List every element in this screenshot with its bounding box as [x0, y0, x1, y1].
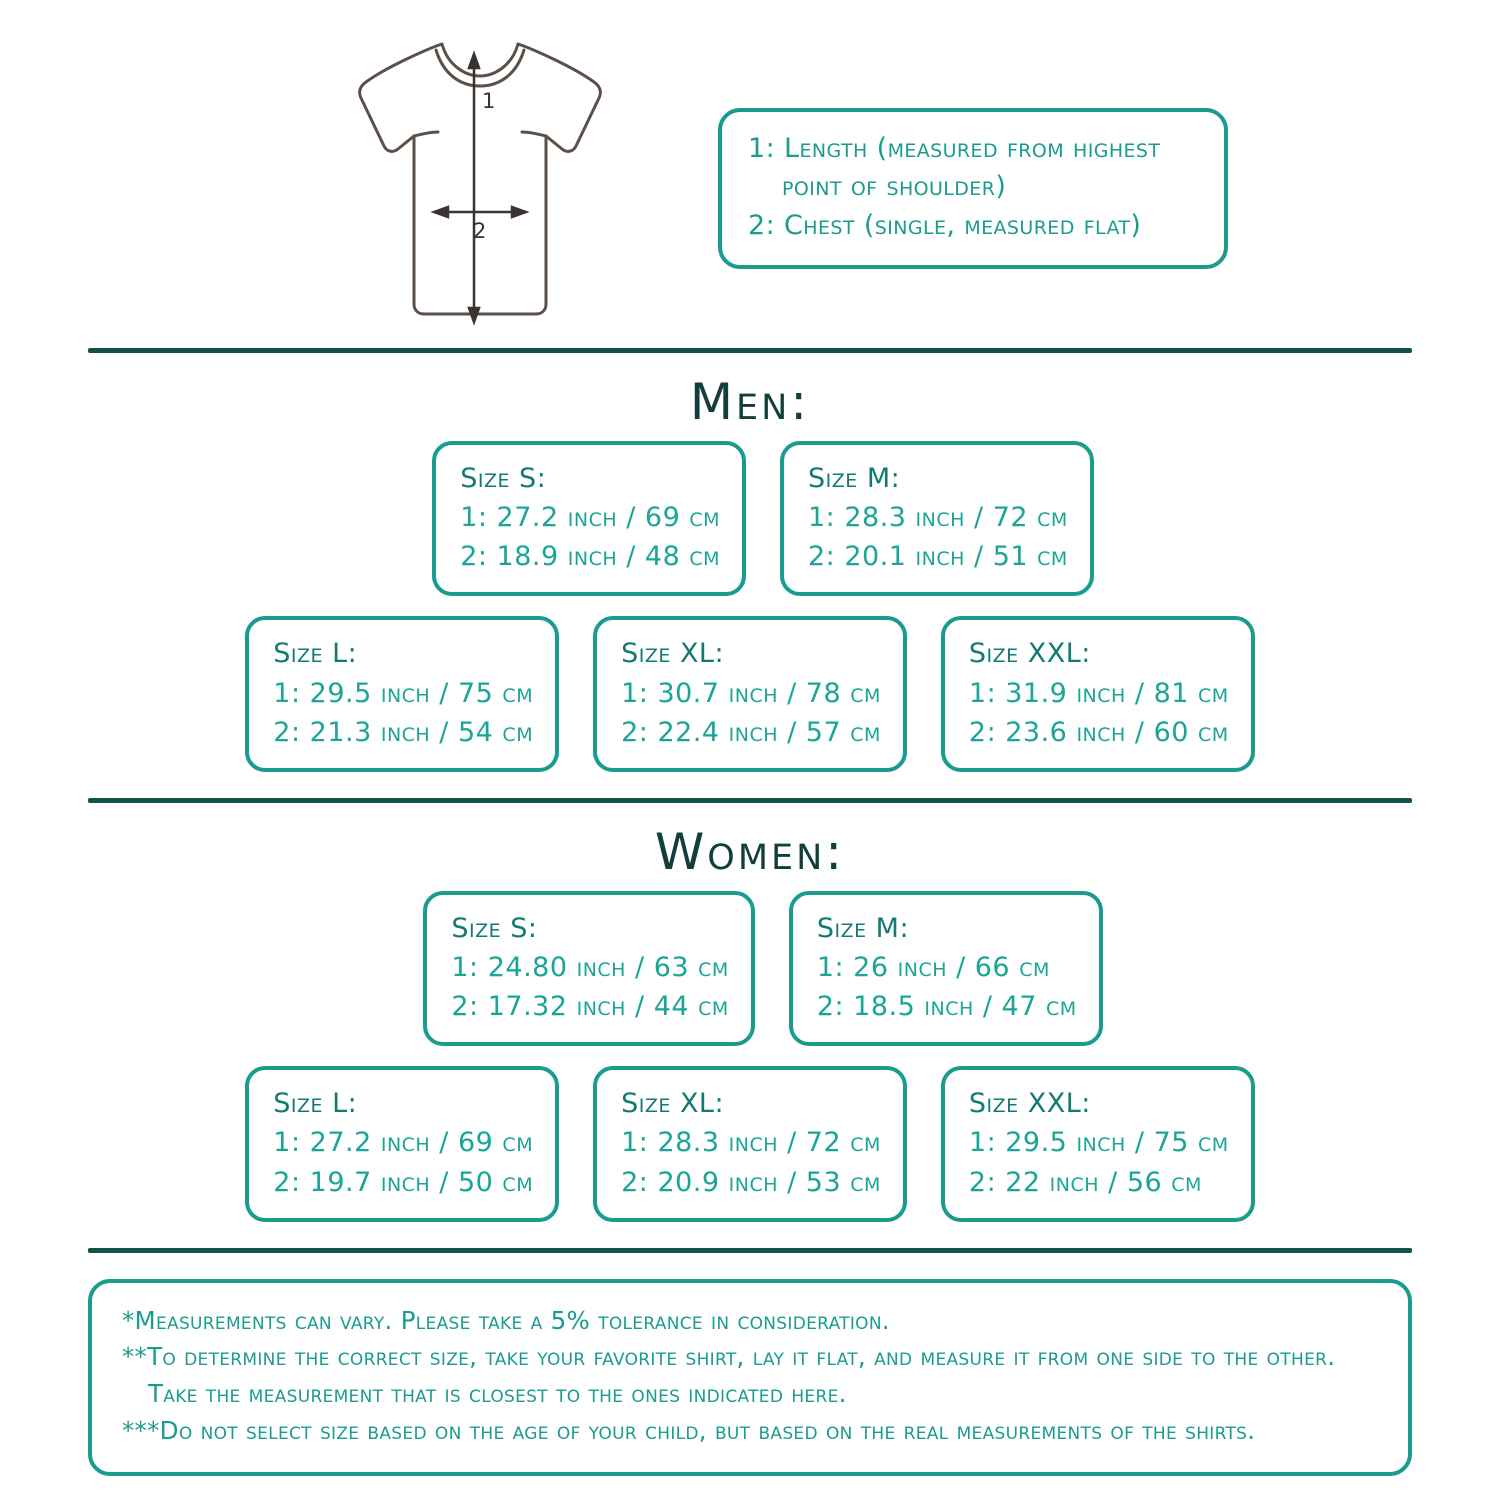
- size-card-title: Size S:: [451, 912, 538, 944]
- size-card-chest: 2: 20.9 inch / 53 cm: [621, 1166, 881, 1198]
- size-card-chest: 2: 18.5 inch / 47 cm: [816, 991, 1077, 1023]
- size-card-length: 1: 28.3 inch / 72 cm: [808, 502, 1068, 534]
- size-card-title: Size L:: [273, 638, 358, 670]
- size-card-title: Size M:: [816, 912, 910, 944]
- size-card-title: Size M:: [808, 463, 901, 494]
- divider-bottom: [88, 1248, 1412, 1253]
- size-card-chest: 2: 21.3 inch / 54 cm: [273, 716, 534, 748]
- size-card-men-xxl: [941, 616, 1255, 771]
- footnote-line: ***Do not select size based on the age of your child, but based on the real measurements of the shirts.: [122, 1415, 1256, 1445]
- size-card-women-xxl: [941, 1066, 1255, 1221]
- men-section: [0, 353, 1500, 772]
- diagram-label-chest: 2: [473, 219, 487, 243]
- size-card-title: Size XXL:: [968, 638, 1091, 670]
- size-card-chest: 2: 22 inch / 56 cm: [968, 1166, 1202, 1198]
- size-card-chest: 2: 18.9 inch / 48 cm: [460, 541, 720, 573]
- footnote-line: *Measurements can vary. Please take a 5% tolerance in consideration.: [122, 1305, 890, 1335]
- size-card-chest: 2: 22.4 inch / 57 cm: [621, 716, 881, 748]
- size-card-length: 1: 28.3 inch / 72 cm: [621, 1127, 881, 1159]
- size-card-length: 1: 29.5 inch / 75 cm: [273, 677, 534, 709]
- size-card-chest: 2: 20.1 inch / 51 cm: [808, 541, 1068, 573]
- men-row-1: [0, 441, 1500, 596]
- size-card-length: 1: 27.2 inch / 69 cm: [460, 502, 720, 534]
- size-card-women-s: [423, 891, 754, 1046]
- size-card-length: 1: 26 inch / 66 cm: [816, 951, 1050, 983]
- size-card-length: 1: 31.9 inch / 81 cm: [968, 677, 1229, 709]
- size-card-women-xl: [593, 1066, 907, 1221]
- legend-line-3: 2: Chest (single, measured flat): [748, 209, 1142, 241]
- women-section: [0, 803, 1500, 1222]
- size-card-chest: 2: 23.6 inch / 60 cm: [968, 716, 1229, 748]
- size-card-men-xl: [593, 616, 907, 771]
- diagram-label-length: 1: [482, 89, 496, 113]
- size-card-title: Size XXL:: [968, 1088, 1091, 1120]
- men-row-2: [0, 616, 1500, 771]
- size-card-length: 1: 27.2 inch / 69 cm: [273, 1127, 534, 1159]
- size-card-women-l: [245, 1066, 559, 1221]
- size-card-women-m: [789, 891, 1103, 1046]
- size-card-length: 1: 29.5 inch / 75 cm: [968, 1127, 1229, 1159]
- legend-line-1: 1: Length (measured from highest: [748, 133, 1161, 164]
- diagram-section: [0, 0, 1500, 348]
- size-card-chest: 2: 19.7 inch / 50 cm: [273, 1166, 534, 1198]
- size-card-title: Size XL:: [621, 638, 725, 670]
- legend-box: [718, 108, 1228, 269]
- size-card-title: Size S:: [460, 463, 547, 494]
- footnotes-box: [88, 1279, 1412, 1476]
- women-row-2: [0, 1066, 1500, 1221]
- size-card-length: 1: 30.7 inch / 78 cm: [621, 677, 881, 709]
- women-section-title: Women:: [654, 822, 846, 881]
- footnote-line: **To determine the correct size, take your favorite shirt, lay it flat, and measure it from one side to the other.: [122, 1342, 1336, 1372]
- size-card-men-m: [780, 441, 1094, 596]
- size-card-length: 1: 24.80 inch / 63 cm: [451, 951, 729, 983]
- tshirt-diagram: [330, 22, 630, 332]
- footnote-line: Take the measurement that is closest to the ones indicated here.: [148, 1379, 847, 1409]
- size-card-men-s: [432, 441, 746, 596]
- legend-line-2: point of shoulder): [782, 171, 1007, 203]
- size-card-men-l: [245, 616, 559, 771]
- women-row-1: [0, 891, 1500, 1046]
- size-card-title: Size XL:: [621, 1088, 725, 1120]
- size-card-title: Size L:: [273, 1088, 358, 1120]
- size-card-chest: 2: 17.32 inch / 44 cm: [451, 991, 729, 1023]
- men-section-title: Men:: [689, 373, 811, 431]
- tshirt-icon: [330, 22, 630, 332]
